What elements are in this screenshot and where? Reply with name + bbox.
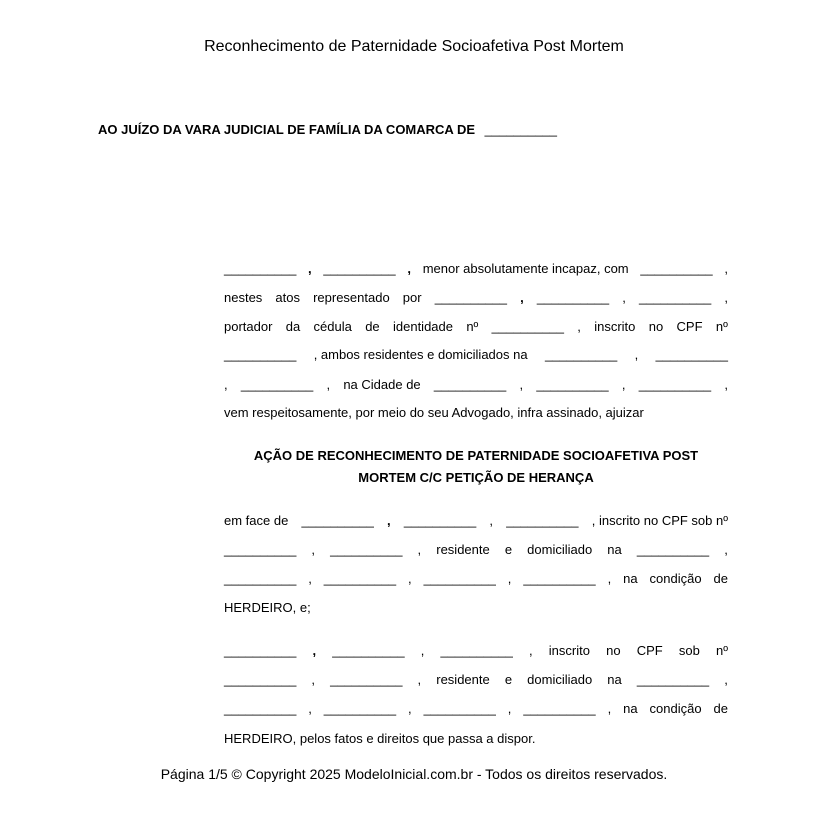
fill-blank: __________: [323, 261, 396, 276]
text-token: nestes: [224, 290, 263, 305]
fill-blank: __________: [330, 542, 403, 557]
fill-blank: __________: [638, 377, 712, 392]
text-token: ,: [417, 672, 422, 687]
fill-blank: __________: [506, 513, 579, 528]
fill-blank: __________: [323, 571, 397, 586]
text-token: condição: [649, 701, 702, 716]
para1-line3: [224, 319, 728, 334]
fill-blank: __________: [423, 571, 496, 586]
text-token: por: [402, 290, 422, 305]
fill-blank: __________: [423, 701, 496, 716]
fill-blank: __________: [536, 290, 610, 305]
fill-blank: __________: [332, 643, 405, 658]
document-header-title: Reconhecimento de Paternidade Socioafetiva Post Mortem: [204, 38, 624, 55]
text-token: ,: [519, 377, 524, 392]
fill-blank: __________: [638, 290, 712, 305]
text-token: representado: [313, 290, 390, 305]
text-token: no: [648, 319, 664, 334]
para3-line2: [224, 672, 728, 687]
fill-blank: __________: [636, 542, 710, 557]
fill-blank: __________: [301, 513, 374, 528]
text-token: sob: [678, 643, 700, 658]
action-heading-line1: AÇÃO DE RECONHECIMENTO DE PATERNIDADE SOCIOAFETIVA POST: [253, 448, 699, 463]
page-footer: Página 1/5 © Copyright 2025 ModeloInicial.com.br - Todos os direitos reservados.: [160, 766, 668, 782]
text-token: na Cidade de: [343, 377, 421, 392]
text-token: menor absolutamente incapaz, com: [422, 261, 629, 276]
text-token: , ambos residentes e domiciliados na: [313, 347, 528, 362]
text-token: cédula: [313, 319, 352, 334]
text-token: inscrito: [594, 319, 636, 334]
text-token: ,: [387, 513, 391, 528]
text-token: ,: [724, 261, 728, 276]
text-token: nº: [716, 643, 728, 658]
text-token: ,: [420, 643, 425, 658]
text-token: CPF: [636, 643, 663, 658]
text-token: ,: [326, 377, 331, 392]
fill-blank: __________: [224, 542, 297, 557]
court-address: [98, 122, 557, 137]
text-token: atos: [275, 290, 300, 305]
text-token: nº: [715, 319, 728, 334]
text-token: e: [504, 542, 513, 557]
text-token: condição: [649, 571, 702, 586]
para1-line4: [224, 347, 728, 362]
text-token: de: [365, 319, 380, 334]
text-token: ,: [224, 377, 228, 392]
fill-blank: __________: [323, 701, 397, 716]
fill-blank: __________: [433, 377, 507, 392]
text-token: na: [623, 571, 638, 586]
text-token: ,: [724, 377, 728, 392]
text-token: e: [504, 672, 513, 687]
text-token: ,: [621, 377, 626, 392]
text-token: portador: [224, 319, 273, 334]
text-token: , inscrito no CPF sob nº: [591, 513, 728, 528]
fill-blank: __________: [440, 643, 513, 658]
text-token: ,: [634, 347, 639, 362]
text-token: ,: [312, 643, 317, 658]
text-token: ,: [311, 672, 316, 687]
para2-line1: [224, 513, 728, 528]
fill-blank: __________: [544, 347, 618, 362]
fill-blank: __________: [224, 347, 297, 362]
para1-line1: [224, 261, 728, 276]
court-address-text: AO JUÍZO DA VARA JUDICIAL DE FAMÍLIA DA COMARCA DE: [98, 122, 476, 137]
para1-line2: [224, 290, 728, 305]
fill-blank: __________: [536, 377, 609, 392]
text-token: ,: [408, 701, 412, 716]
fill-blank: __________: [523, 701, 596, 716]
text-token: ,: [507, 571, 512, 586]
para1-line5: [224, 377, 728, 392]
text-token: na: [623, 701, 638, 716]
comarca-blank: __________: [484, 122, 557, 137]
fill-blank: __________: [491, 319, 564, 334]
fill-blank: __________: [523, 571, 596, 586]
text-token: ,: [489, 513, 494, 528]
text-token: ,: [724, 542, 728, 557]
para1-line6: vem respeitosamente, por meio do seu Advogado, infra assinado, ajuizar: [224, 405, 644, 420]
text-token: domiciliado: [527, 672, 593, 687]
fill-blank: __________: [224, 701, 297, 716]
text-token: ,: [507, 701, 512, 716]
text-token: identidade: [392, 319, 453, 334]
text-token: domiciliado: [527, 542, 593, 557]
text-token: em face de: [224, 513, 289, 528]
text-token: residente: [436, 542, 490, 557]
fill-blank: __________: [224, 571, 297, 586]
text-token: no: [606, 643, 621, 658]
para3-line4: HERDEIRO, pelos fatos e direitos que passa a dispor.: [224, 731, 536, 746]
text-token: da: [285, 319, 301, 334]
text-token: ,: [607, 701, 612, 716]
fill-blank: __________: [403, 513, 477, 528]
text-token: ,: [407, 261, 411, 276]
text-token: inscrito: [548, 643, 590, 658]
text-token: ,: [308, 701, 312, 716]
text-token: ,: [308, 571, 312, 586]
fill-blank: __________: [224, 672, 297, 687]
text-token: ,: [724, 290, 728, 305]
text-token: ,: [622, 290, 626, 305]
text-token: ,: [528, 643, 533, 658]
para2-line2: [224, 542, 728, 557]
fill-blank: __________: [636, 672, 710, 687]
text-token: ,: [577, 319, 581, 334]
fill-blank: __________: [240, 377, 314, 392]
para3-line1: [224, 643, 728, 658]
fill-blank: __________: [330, 672, 403, 687]
action-heading: [224, 445, 728, 489]
text-token: CPF: [676, 319, 703, 334]
para2-line4: HERDEIRO, e;: [224, 600, 311, 615]
text-token: de: [713, 701, 728, 716]
action-heading-line2: MORTEM C/C PETIÇÃO DE HERANÇA: [358, 470, 594, 485]
text-token: residente: [436, 672, 490, 687]
fill-blank: __________: [224, 261, 297, 276]
text-token: ,: [408, 571, 412, 586]
fill-blank: __________: [434, 290, 507, 305]
para3-line3: [224, 701, 728, 716]
text-token: nº: [466, 319, 479, 334]
text-token: na: [607, 672, 622, 687]
para2-line3: [224, 571, 728, 586]
fill-blank: __________: [655, 347, 728, 362]
text-token: de: [713, 571, 728, 586]
text-token: ,: [520, 290, 524, 305]
text-token: ,: [607, 571, 612, 586]
text-token: na: [607, 542, 622, 557]
text-token: ,: [724, 672, 728, 687]
fill-blank: __________: [224, 643, 297, 658]
text-token: ,: [417, 542, 422, 557]
text-token: ,: [308, 261, 312, 276]
text-token: ,: [311, 542, 316, 557]
fill-blank: __________: [640, 261, 713, 276]
